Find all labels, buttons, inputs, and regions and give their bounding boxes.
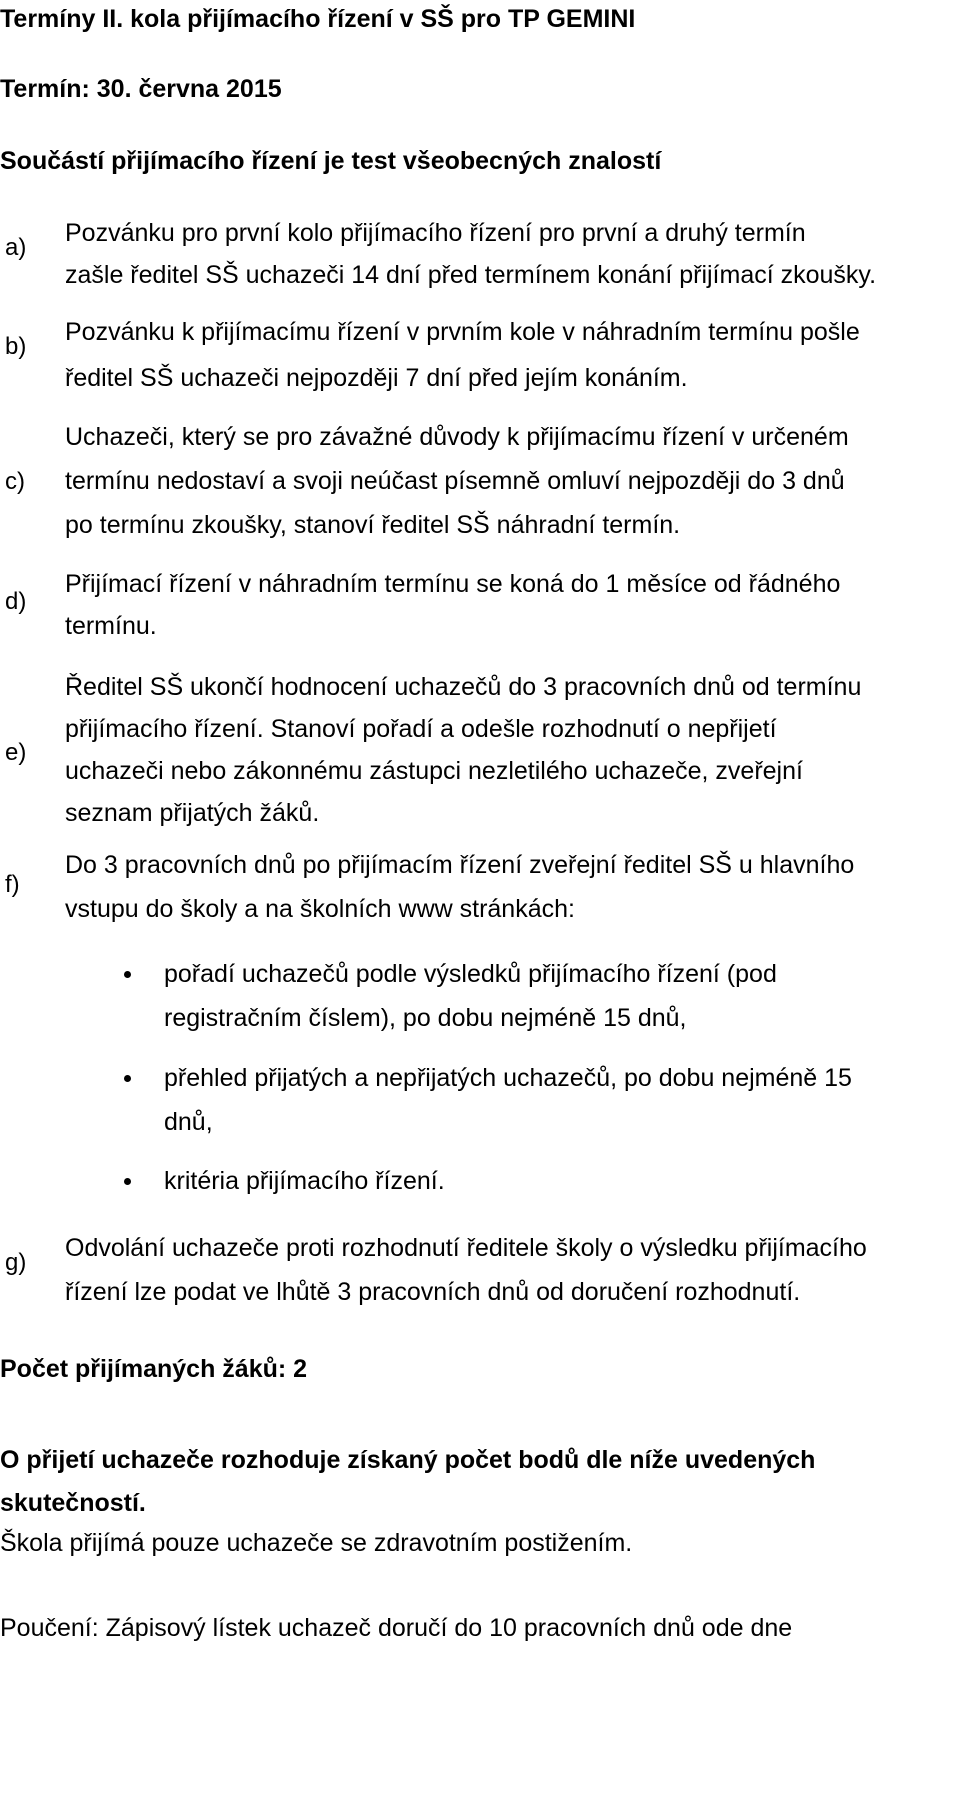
item-line: Do 3 pracovních dnů po přijímacím řízení zveřejní ředitel SŠ u hlavního: [65, 851, 855, 879]
health-requirement: Škola přijímá pouze uchazeče se zdravotním postižením.: [0, 1529, 633, 1557]
list-item-line: přehled přijatých a nepřijatých uchazečů, po dobu nejméně 15: [164, 1064, 852, 1092]
list-item-line: pořadí uchazečů podle výsledků přijímacího řízení (pod: [164, 960, 777, 988]
item-label: c): [5, 468, 25, 495]
enrollment-notice: Poučení: Zápisový lístek uchazeč doručí do 10 pracovních dnů ode dne: [0, 1614, 793, 1642]
item-line: termínu.: [65, 612, 157, 640]
test-heading: Součástí přijímacího řízení je test všeobecných znalostí: [0, 147, 662, 175]
list-item-text: [164, 1159, 445, 1203]
list-item-text: [164, 1056, 852, 1144]
bullet-icon: [124, 1075, 131, 1082]
item-line: uchazeči nebo zákonnému zástupci nezletilého uchazeče, zveřejní: [65, 757, 803, 785]
item-label: d): [5, 588, 27, 615]
item-line: Pozvánku pro první kolo přijímacího řízení pro první a druhý termín: [65, 219, 806, 247]
item-line: Pozvánku k přijímacímu řízení v prvním kole v náhradním termínu pošle: [65, 318, 860, 346]
item-label: g): [5, 1249, 27, 1276]
list-item-line: registračním číslem), po dobu nejméně 15 dnů,: [164, 1004, 687, 1032]
admitted-count: Počet přijímaných žáků: 2: [0, 1355, 308, 1383]
item-line: Uchazeči, který se pro závažné důvody k přijímacímu řízení v určeném: [65, 423, 849, 451]
item-text: [65, 1226, 955, 1314]
item-label: f): [5, 871, 20, 898]
item-text: [65, 415, 955, 547]
item-line: po termínu zkoušky, stanoví ředitel SŠ náhradní termín.: [65, 511, 681, 539]
list-item-line: dnů,: [164, 1108, 213, 1136]
item-line: seznam přijatých žáků.: [65, 799, 320, 827]
item-line: zašle ředitel SŠ uchazeči 14 dní před termínem konání přijímací zkoušky.: [65, 261, 877, 289]
item-line: Ředitel SŠ ukončí hodnocení uchazečů do 3 pracovních dnů od termínu: [65, 673, 862, 701]
item-line: ředitel SŠ uchazeči nejpozději 7 dní před jejím konáním.: [65, 364, 688, 392]
item-line: Odvolání uchazeče proti rozhodnutí ředitele školy o výsledku přijímacího: [65, 1234, 867, 1262]
item-line: termínu nedostaví a svoji neúčast písemně omluví nejpozději do 3 dnů: [65, 467, 845, 495]
decision-criteria-line: O přijetí uchazeče rozhoduje získaný počet bodů dle níže uvedených: [0, 1446, 816, 1474]
item-line: Přijímací řízení v náhradním termínu se koná do 1 měsíce od řádného: [65, 570, 841, 598]
bullet-icon: [124, 1178, 131, 1185]
item-text: [65, 666, 955, 834]
item-text: [65, 212, 955, 296]
item-label: b): [5, 333, 27, 360]
list-item-text: [164, 952, 777, 1040]
item-line: přijímacího řízení. Stanoví pořadí a odešle rozhodnutí o nepřijetí: [65, 715, 777, 743]
item-label: e): [5, 739, 27, 766]
bullet-icon: [124, 971, 131, 978]
item-label: a): [5, 234, 27, 261]
decision-criteria-line: skutečností.: [0, 1489, 146, 1517]
item-text: [65, 309, 955, 401]
item-line: řízení lze podat ve lhůtě 3 pracovních dnů od doručení rozhodnutí.: [65, 1278, 801, 1306]
exam-date: Termín: 30. června 2015: [0, 75, 282, 103]
document-title: Termíny II. kola přijímacího řízení v SŠ pro TP GEMINI: [0, 5, 636, 33]
item-text: [65, 843, 955, 931]
list-item-line: kritéria přijímacího řízení.: [164, 1167, 445, 1195]
item-line: vstupu do školy a na školních www stránkách:: [65, 895, 575, 923]
item-text: [65, 563, 955, 647]
